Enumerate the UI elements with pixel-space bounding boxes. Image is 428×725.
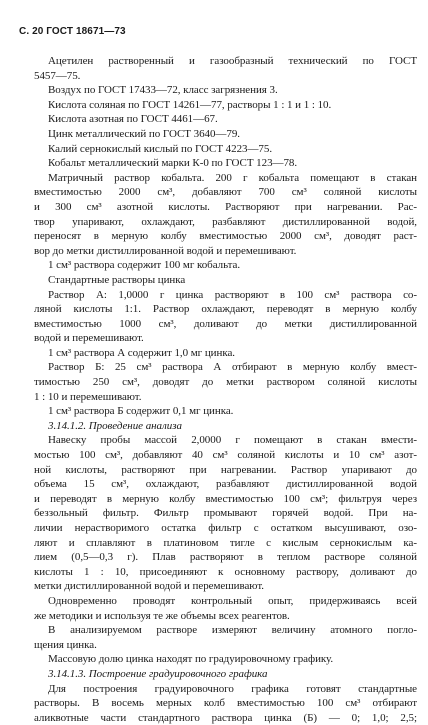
text-line: Одновременно проводят контрольный опыт, придерживаясь всей (48, 594, 417, 607)
text-line: 1 см³ раствора А содержит 1,0 мг цинка. (48, 346, 235, 359)
text-line: метки дистиллированной водой и перемешивают. (34, 580, 264, 593)
text-line: 5457—75. (34, 69, 81, 82)
text-line: вместимостью 2000 см³, добавляют 700 см³ соляной кислоты (34, 186, 417, 199)
text-line: Калий сернокислый кислый по ГОСТ 4223—75. (48, 142, 273, 155)
text-line: же методики и используя те же объемы всех реагентов. (34, 609, 290, 622)
text-line: вор до метки дистиллированной водой и перемешивают. (34, 244, 297, 257)
text-line: водой и перемешивают. (34, 332, 144, 345)
body-text (34, 54, 417, 725)
text-line: Цинк металлический по ГОСТ 3640—79. (48, 127, 240, 140)
text-line: Воздух по ГОСТ 17433—72, класс загрязнения 3. (48, 84, 278, 97)
text-line: переносят в мерную колбу вместимостью 2000 см³, доводят раст- (34, 230, 417, 243)
text-line: личии нерастворимого остатка фильтр с остатком высушивают, озо- (34, 522, 417, 534)
section-heading: 3.14.1.3. Построение градуировочного графика (48, 667, 268, 680)
text-line: ляют и сплавляют в платиновом тигле с кислым сернокислым ка- (34, 536, 417, 549)
text-line: 1 : 10 и перемешивают. (34, 390, 142, 403)
text-line: Матричный раствор кобальта. 200 г кобальта помещают в стакан (48, 171, 417, 184)
text-line: лием (0,5—0,3 г). Плав растворяют в теплом растворе соляной (34, 551, 417, 564)
text-line: вместимостью 1000 см³, доливают до метки дистиллированной (34, 317, 417, 330)
page-header: С. 20 ГОСТ 18671—73 (19, 26, 126, 37)
text-line: 1 см³ раствора содержит 100 мг кобальта. (48, 259, 241, 272)
text-line: Стандартные растворы цинка (48, 273, 186, 286)
text-line: беззольный фильтр. Фильтр промывают горячей водой. При на- (34, 507, 417, 520)
text-line: ляной кислоты 1:1. Раствор охлаждают, переводят в мерную колбу (34, 303, 417, 316)
text-line: Ацетилен растворенный и газообразный технический по ГОСТ (48, 55, 417, 67)
text-line: растворы. В восемь мерных колб вместимостью 100 см³ отбирают (34, 697, 417, 710)
text-line: твор упаривают, охлаждают, разбавляют дистиллированной водой, (34, 215, 417, 228)
text-line: щения цинка. (34, 638, 97, 651)
text-line: Для построения градуировочного графика готовят стандартные (48, 682, 417, 695)
text-line: объема 15 см³, охлаждают, разбавляют дистиллированной водой (34, 478, 417, 491)
text-line: Кобальт металлический марки К-0 по ГОСТ 123—78. (48, 157, 298, 170)
text-line: Раствор Б: 25 см³ раствора А отбирают в мерную колбу вмест- (48, 361, 417, 374)
text-line: мостью 100 см³, добавляют 40 см³ соляной кислоты и 10 см³ азот- (34, 449, 417, 462)
text-line: Кислота соляная по ГОСТ 14261—77, растворы 1 : 1 и 1 : 10. (48, 98, 332, 111)
text-line: ной кислоты, растворяют при нагревании. Раствор упаривают до (34, 463, 417, 476)
text-line: тимостью 250 см³, доводят до метки раствором соляной кислоты (34, 376, 417, 389)
text-line: аликвотные части стандартного раствора цинка (Б) — 0; 1,0; 2,5; (34, 711, 417, 724)
text-line: и 300 см³ азотной кислоты. Растворяют при нагревании. Рас- (34, 200, 417, 213)
text-line: Массовую долю цинка находят по градуировочному графику. (48, 653, 334, 666)
text-line: Кислота азотная по ГОСТ 4461—67. (48, 113, 218, 126)
text-line: кислоты 1 : 10, присоединяют к основному раствору, доливают до (34, 565, 417, 578)
section-heading: 3.14.1.2. Проведение анализа (48, 419, 182, 432)
text-line: В анализируемом растворе измеряют величину атомного погло- (48, 624, 417, 637)
text-line: Навеску пробы массой 2,0000 г помещают в стакан вмести- (48, 434, 417, 447)
text-line: Раствор А: 1,0000 г цинка растворяют в 100 см³ раствора со- (48, 288, 417, 301)
text-line: 1 см³ раствора Б содержит 0,1 мг цинка. (48, 405, 234, 418)
text-line: и переводят в мерную колбу вместимостью 100 см³; фильтруя через (34, 492, 417, 505)
